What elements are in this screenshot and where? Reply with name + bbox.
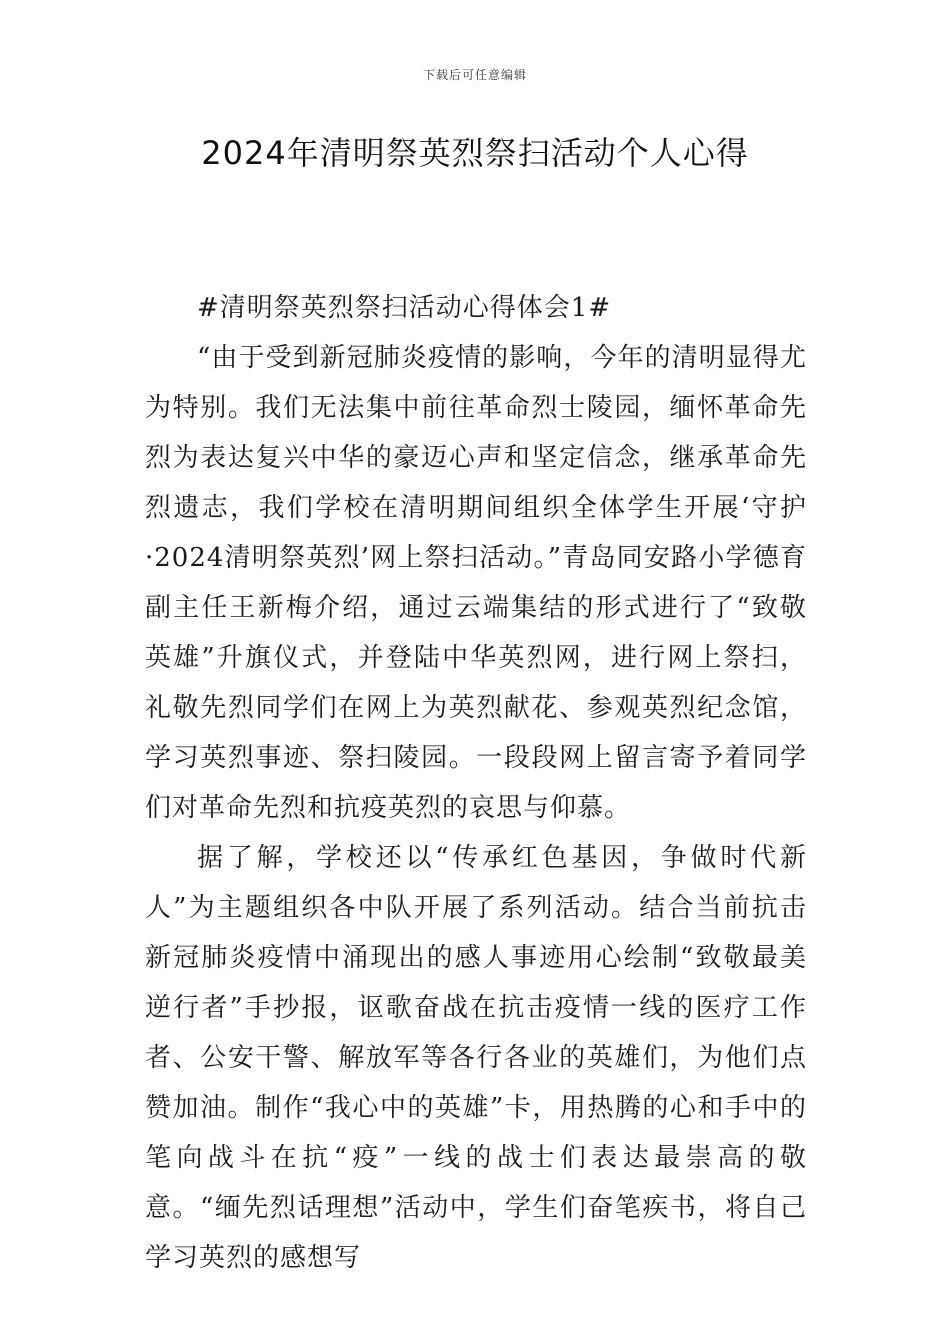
section-heading: #清明祭英烈祭扫活动心得体会1# — [197, 293, 612, 323]
header-note: 下载后可任意编辑 — [422, 68, 527, 82]
document-body — [145, 283, 807, 1283]
body-paragraph-1: “由于受到新冠肺炎疫情的影响，今年的清明显得尤为特别。我们无法集中前往革命烈士陵园，缅怀革命先烈为表达复兴中华的豪迈心声和坚定信念，继承革命先烈遗志，我们学校在清明期间组织全体学生开展‘守护·2024清明祭英烈’网上祭扫活动。”青岛同安路小学德育副主任王新梅介绍，通过云端集结的形式进行了“致敬英雄”升旗仪式，并登陆中华英烈网，进行网上祭扫，礼敬先烈同学们在网上为英烈献花、参观英烈纪念馆，学习英烈事迹、祭扫陵园。一段段网上留言寄予着同学们对革命先烈和抗疫英烈的哀思与仰慕。 — [145, 343, 807, 823]
body-paragraph-2: 据了解，学校还以“传承红色基因，争做时代新人”为主题组织各中队开展了系列活动。结合当前抗击新冠肺炎疫情中涌现出的感人事迹用心绘制“致敬最美逆行者”手抄报，讴歌奋战在抗击疫情一线的医疗工作者、公安干警、解放军等各行各业的英雄们，为他们点赞加油。制作“我心中的英雄”卡，用热腾的心和手中的笔向战斗在抗“疫”一线的战士们表达最崇高的敬意。“缅先烈话理想”活动中，学生们奋笔疾书，将自己学习英烈的感想写 — [145, 843, 807, 1273]
document-title: 2024年清明祭英烈祭扫活动个人心得 — [201, 134, 749, 172]
